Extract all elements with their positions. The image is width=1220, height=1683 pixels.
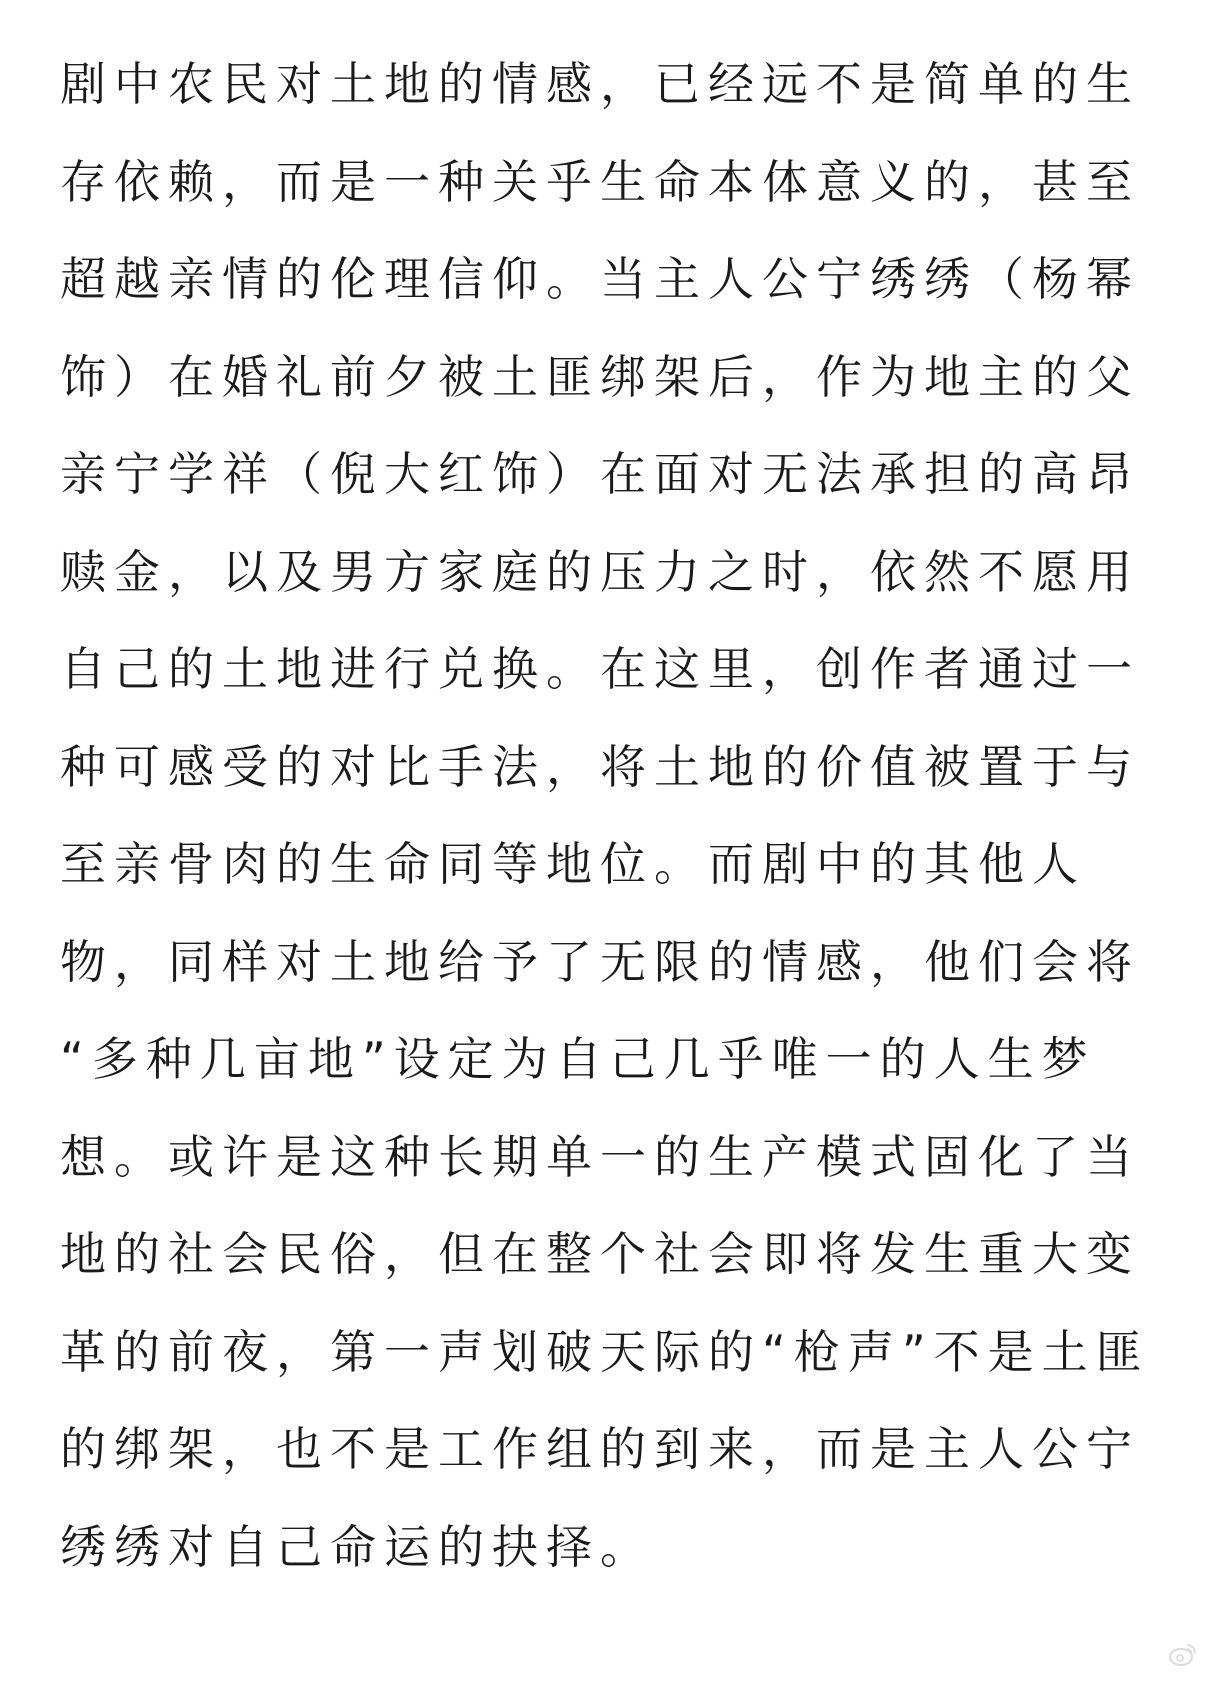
text-line: 革的前夜，第一声划破天际的“枪声”不是土匪 (60, 1324, 1150, 1379)
text-line: 剧中农民对土地的情感，已经远不是简单的生 (60, 57, 1140, 111)
text-line: 饰）在婚礼前夕被土匪绑架后，作为地主的父 (60, 349, 1140, 404)
text-line: 物，同样对土地给予了无限的情感，他们会将 (60, 934, 1140, 989)
text-line: 种可感受的对比手法，将土地的价值被置于与 (60, 739, 1140, 794)
weibo-logo-icon (1168, 1639, 1198, 1669)
watermark (1168, 1639, 1198, 1669)
text-line: 超越亲情的伦理信仰。当主人公宁绣绣（杨幂 (60, 252, 1140, 306)
article-body (60, 36, 1160, 1596)
text-line: 地的社会民俗，但在整个社会即将发生重大变 (60, 1227, 1140, 1281)
text-line: 存依赖，而是一种关乎生命本体意义的，甚至 (60, 154, 1140, 209)
text-line: 赎金，以及男方家庭的压力之时，依然不愿用 (60, 544, 1140, 599)
text-line: 自己的土地进行兑换。在这里，创作者通过一 (60, 642, 1140, 696)
text-line: 想。或许是这种长期单一的生产模式固化了当 (60, 1129, 1140, 1184)
text-line: “多种几亩地”设定为自己几乎唯一的人生梦 (60, 1032, 1096, 1086)
text-line: 的绑架，也不是工作组的到来，而是主人公宁 (60, 1422, 1140, 1476)
text-line: 绣绣对自己命运的抉择。 (60, 1519, 654, 1574)
text-line: 亲宁学祥（倪大红饰）在面对无法承担的高昂 (60, 447, 1140, 501)
text-line: 至亲骨肉的生命同等地位。而剧中的其他人 (60, 837, 1086, 891)
